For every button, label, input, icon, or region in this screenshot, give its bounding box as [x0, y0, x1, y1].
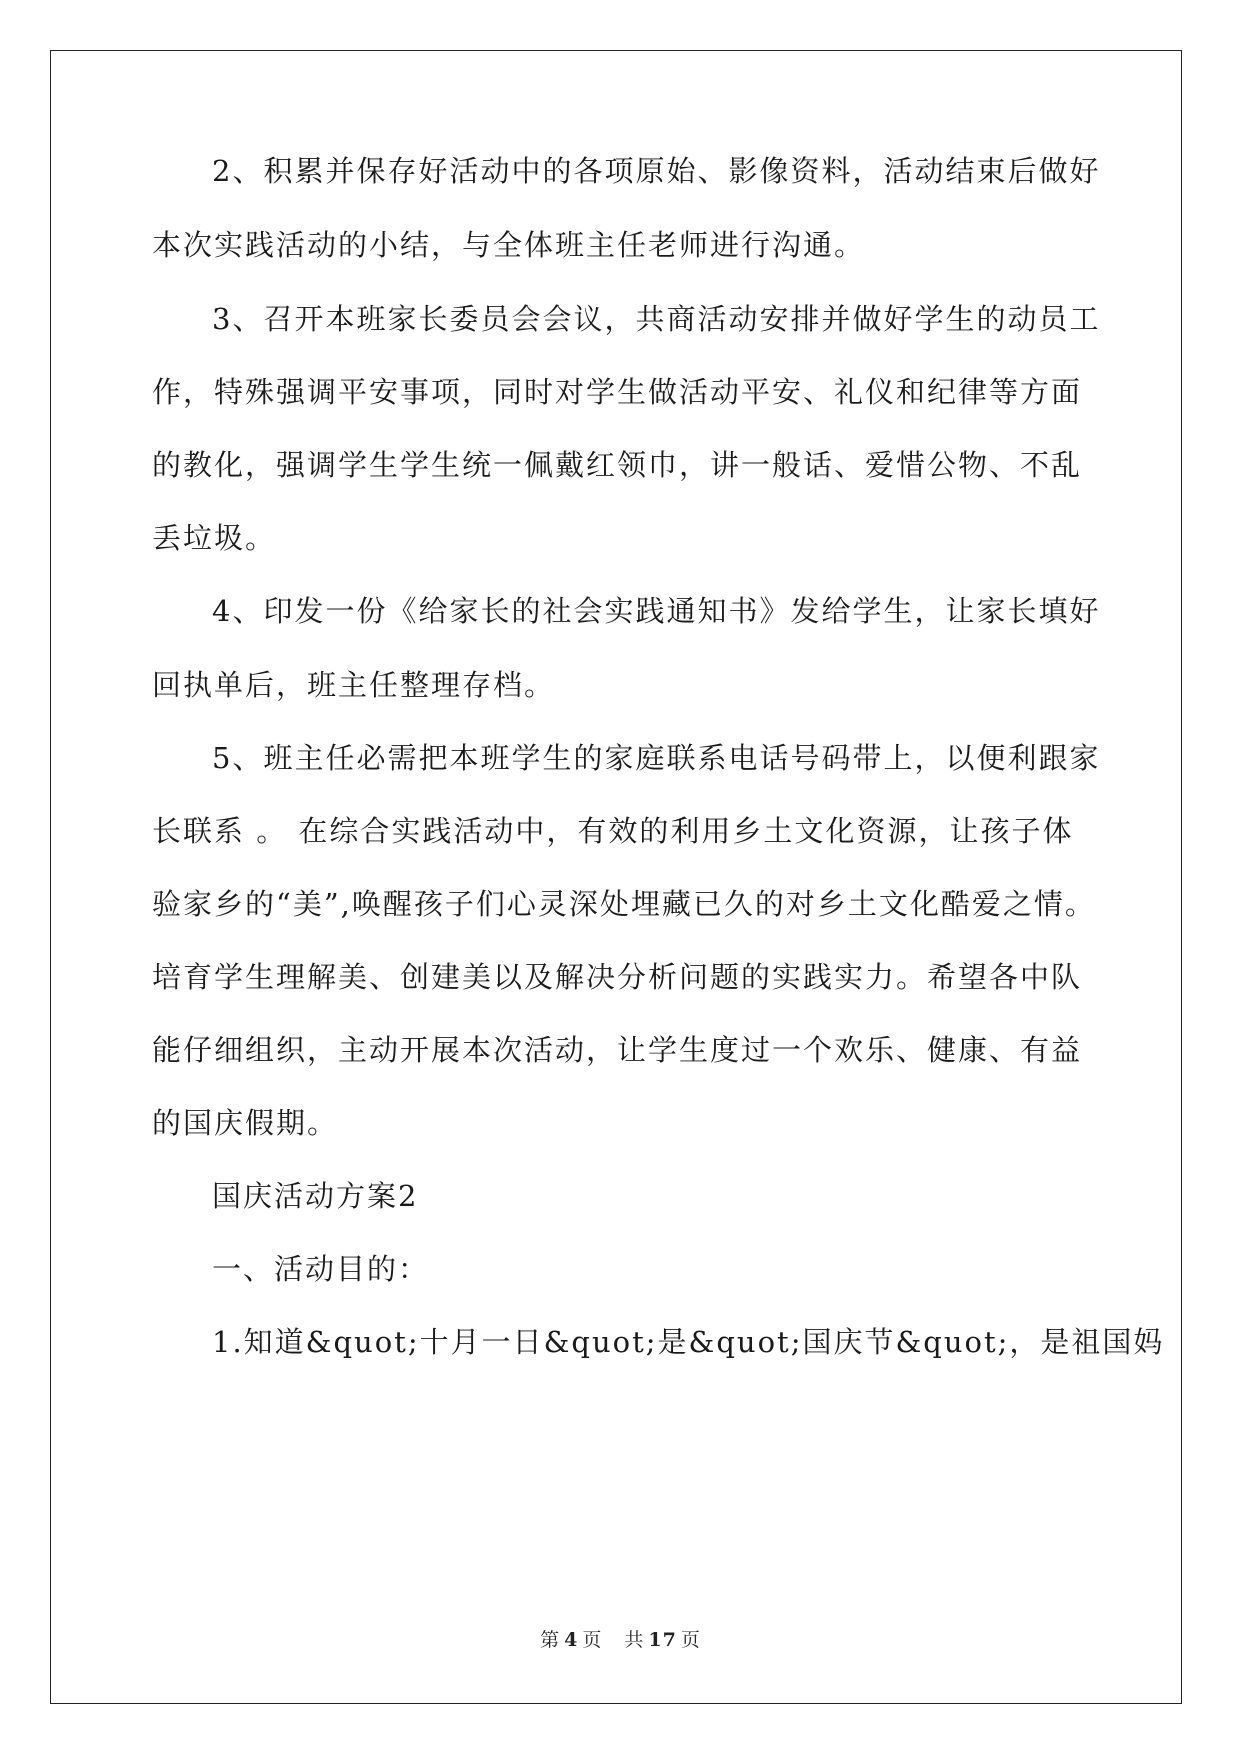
paragraph-line: 的教化，强调学生学生统一佩戴红领巾，讲一般话、爱惜公物、不乱 [152, 448, 1083, 482]
paragraph-line: 丢垃圾。 [152, 521, 277, 555]
subsection-heading: 一、活动目的： [212, 1252, 430, 1286]
paragraph-line: 培育学生理解美、创建美以及解决分析问题的实践实力。希望各中队 [152, 960, 1083, 994]
paragraph-line: 能仔细组织，主动开展本次活动，让学生度过一个欢乐、健康、有益 [152, 1033, 1083, 1067]
paragraph-line: 5、班主任必需把本班学生的家庭联系电话号码带上，以便利跟家 [212, 741, 1101, 775]
section-heading: 国庆活动方案2 [212, 1179, 419, 1213]
page-prefix: 第 [540, 1629, 561, 1651]
paragraph-line: 本次实践活动的小结，与全体班主任老师进行沟通。 [152, 228, 866, 262]
paragraph-line: 长联系 。 在综合实践活动中，有效的利用乡土文化资源，让孩子体 [152, 814, 1074, 848]
paragraph-line: 验家乡的“美”,唤醒孩子们心灵深处埋藏已久的对乡土文化酷爱之情。 [152, 887, 1096, 921]
paragraph-line: 的国庆假期。 [152, 1106, 339, 1140]
total-suffix: 页 [680, 1629, 701, 1651]
paragraph-line: 1.知道&quot;十月一日&quot;是&quot;国庆节&quot;，是祖国妈 [212, 1325, 1165, 1359]
paragraph-line: 作，特殊强调平安事项，同时对学生做活动平安、礼仪和纪律等方面 [152, 375, 1083, 409]
total-prefix: 共 [624, 1629, 645, 1651]
paragraph-line: 回执单后，班主任整理存档。 [152, 668, 556, 702]
page-suffix: 页 [582, 1629, 603, 1651]
paragraph-line: 2、积累并保存好活动中的各项原始、影像资料，活动结束后做好 [212, 154, 1101, 188]
page-total: 17 [648, 1629, 677, 1651]
paragraph-line: 4、印发一份《给家长的社会实践通知书》发给学生，让家长填好 [212, 594, 1101, 628]
page-current: 4 [564, 1629, 579, 1651]
page-footer [0, 1625, 1241, 1652]
paragraph-line: 3、召开本班家长委员会会议，共商活动安排并做好学生的动员工 [212, 302, 1101, 336]
